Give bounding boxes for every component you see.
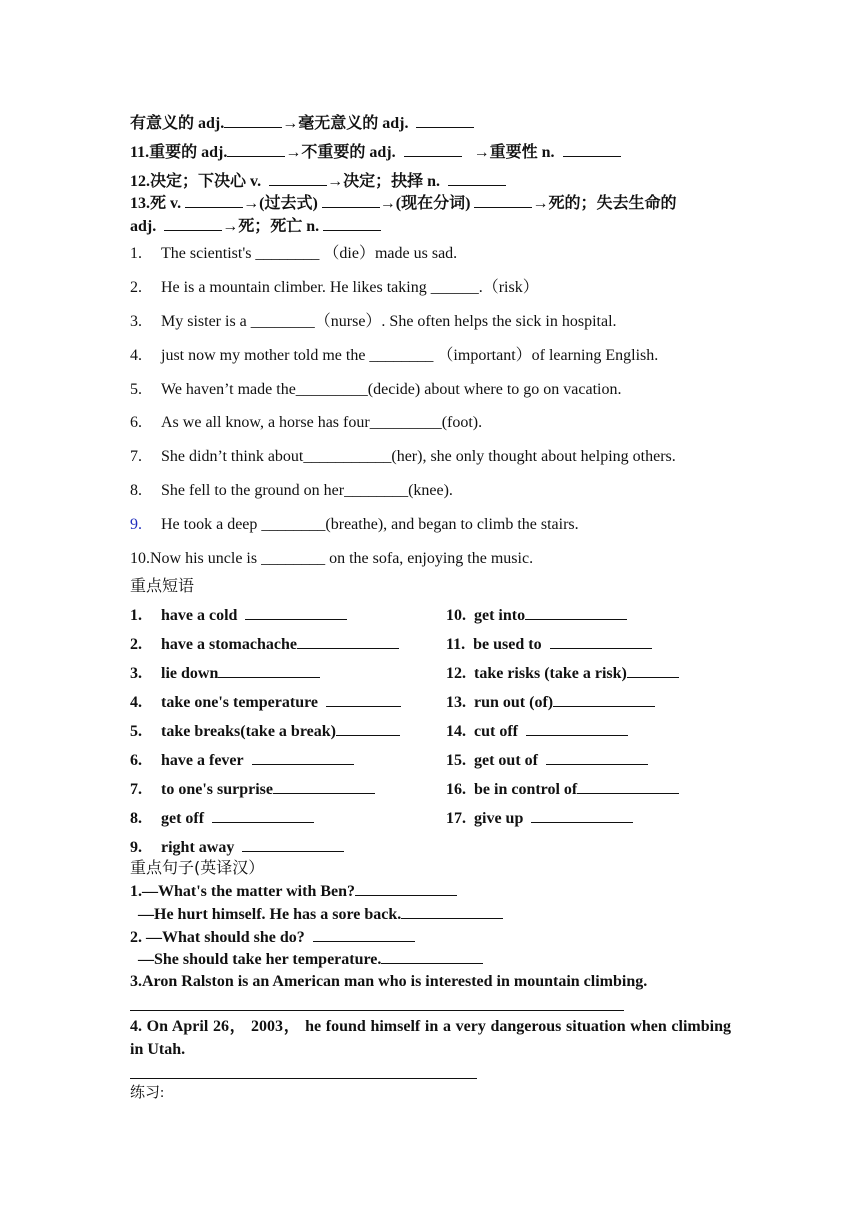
phrase-item [446, 721, 628, 742]
exercise-item [130, 346, 658, 366]
phrase-item [446, 779, 679, 800]
answer-blank [546, 750, 648, 765]
phrase-number: 10. [446, 607, 466, 624]
phrase-item [130, 779, 375, 800]
phrase-text: be used to [473, 636, 542, 653]
phrase-number: 6. [130, 752, 142, 769]
answer-blank [164, 216, 222, 231]
vocab-text: 13.死 v. [130, 195, 182, 212]
exercise-item [130, 549, 533, 569]
exercise-item [130, 515, 579, 535]
sentence-text: 1.—What's the matter with Ben? [130, 883, 356, 900]
phrase-text: have a cold [161, 607, 238, 624]
exercise-item [130, 380, 621, 400]
answer-blank [401, 904, 503, 919]
sentence-3 [130, 972, 647, 992]
vocab-text: →毫无意义的 adj. [282, 115, 409, 132]
answer-blank [322, 193, 380, 208]
exercise-text: As we all know, a horse has four_________(foot). [161, 414, 483, 431]
exercise-item [130, 481, 453, 501]
answer-blank [526, 721, 628, 736]
answer-line [130, 994, 624, 1011]
exercise-text: She didn’t think about___________(her), she only thought about helping others. [161, 448, 676, 465]
practice-label: 练习: [130, 1085, 165, 1101]
answer-blank [336, 721, 400, 736]
vocab-line-3 [130, 171, 506, 192]
exercise-number: 4. [130, 347, 142, 364]
vocab-text: →重要性 n. [473, 144, 555, 161]
phrase-text: give up [474, 810, 524, 827]
phrase-text: get out of [474, 752, 538, 769]
vocab-line-1 [130, 113, 474, 134]
phrase-number: 5. [130, 723, 142, 740]
answer-blank [212, 808, 314, 823]
exercise-number: 7. [130, 448, 142, 465]
sentences-heading: 重点句子(英译汉） [130, 858, 265, 877]
vocab-text: 11.重要的 adj. [130, 144, 228, 161]
answer-blank [525, 605, 627, 620]
phrase-item [130, 692, 401, 713]
phrase-number: 4. [130, 694, 142, 711]
phrase-item [446, 808, 633, 829]
answer-blank [297, 634, 399, 649]
answer-blank [448, 171, 506, 186]
phrase-item [446, 605, 627, 626]
answer-blank [313, 927, 415, 942]
phrase-text: to one's surprise [161, 781, 273, 798]
answer-blank [531, 808, 633, 823]
answer-blank [245, 605, 347, 620]
phrase-number: 2. [130, 636, 142, 653]
phrase-number: 8. [130, 810, 142, 827]
phrase-number: 15. [446, 752, 466, 769]
exercise-text: She fell to the ground on her________(knee). [161, 482, 453, 499]
exercise-item [130, 413, 482, 433]
exercise-item [130, 278, 539, 298]
phrase-item [446, 692, 655, 713]
exercise-item [130, 447, 676, 467]
exercise-item [130, 244, 457, 264]
phrase-text: lie down [161, 665, 219, 682]
exercise-text: He is a mountain climber. He likes taking ______.（risk） [161, 279, 539, 296]
vocab-line-5 [130, 216, 381, 237]
exercise-number: 9. [130, 516, 142, 533]
sentence-2a [130, 927, 415, 948]
exercise-number: 6. [130, 414, 142, 431]
vocab-text: →不重要的 adj. [285, 144, 396, 161]
answer-blank [577, 779, 679, 794]
answer-blank [563, 142, 621, 157]
phrase-item [130, 605, 347, 626]
exercise-number: 2. [130, 279, 142, 296]
vocab-text: →决定；抉择 n. [327, 173, 441, 190]
sentence-4: 4. On April 26， 2003， he found himself in a very dangerous situation when climbing in Utah. [130, 1018, 731, 1058]
phrase-text: run out (of) [474, 694, 554, 711]
vocab-text: adj. [130, 218, 157, 235]
exercise-number: 3. [130, 313, 142, 330]
phrase-item [130, 837, 344, 858]
vocab-text: →死的；失去生命的 [532, 195, 677, 212]
phrase-text: right away [161, 839, 235, 856]
vocab-text: 12.决定；下决心 v. [130, 173, 262, 190]
phrase-item [130, 808, 314, 829]
vocab-line-2 [130, 142, 621, 163]
vocab-text: 有意义的 adj. [130, 115, 225, 132]
answer-blank [252, 750, 354, 765]
phrase-number: 7. [130, 781, 142, 798]
phrase-item [130, 634, 399, 655]
sentence-text: 3.Aron Ralston is an American man who is interested in mountain climbing. [130, 973, 648, 990]
phrase-item [130, 721, 400, 742]
sentence-2b [138, 949, 483, 970]
answer-blank [224, 113, 282, 128]
exercise-text: just now my mother told me the ________ （important）of learning English. [161, 347, 659, 364]
phrase-item [446, 663, 679, 684]
phrase-number: 9. [130, 839, 142, 856]
answer-blank [185, 193, 243, 208]
exercise-text: My sister is a ________（nurse）. She often helps the sick in hospital. [161, 313, 617, 330]
exercise-text: He took a deep ________(breathe), and began to climb the stairs. [161, 516, 579, 533]
phrase-item [130, 750, 354, 771]
phrase-text: take one's temperature [161, 694, 318, 711]
answer-line [130, 1062, 477, 1079]
phrase-text: get into [474, 607, 526, 624]
phrase-text: take breaks(take a break) [161, 723, 336, 740]
answer-blank [242, 837, 344, 852]
phrase-text: have a fever [161, 752, 244, 769]
sentence-text: 2. —What should she do? [130, 929, 305, 946]
phrase-text: take risks (take a risk) [474, 665, 627, 682]
sentence-text: —He hurt himself. He has a sore back. [138, 906, 402, 923]
exercise-number: 1. [130, 245, 142, 262]
answer-blank [404, 142, 462, 157]
phrase-text: have a stomachache [161, 636, 297, 653]
exercise-item [130, 312, 617, 332]
phrase-item [446, 750, 648, 771]
vocab-text: →死；死亡 n. [222, 218, 320, 235]
phrase-text: be in control of [474, 781, 578, 798]
phrase-number: 1. [130, 607, 142, 624]
answer-blank [550, 634, 652, 649]
sentence-1a [130, 881, 457, 902]
vocab-text: →(过去式) [243, 195, 318, 212]
answer-blank [627, 663, 679, 678]
phrase-number: 12. [446, 665, 466, 682]
sentence-1b [138, 904, 503, 925]
phrase-number: 14. [446, 723, 466, 740]
answer-blank [326, 692, 401, 707]
answer-blank [218, 663, 320, 678]
answer-blank [474, 193, 532, 208]
vocab-text: →(现在分词) [379, 195, 471, 212]
phrases-heading: 重点短语 [130, 576, 195, 595]
exercise-text: The scientist's ________ （die）made us sad. [161, 245, 458, 262]
exercise-text: 10.Now his uncle is ________ on the sofa, enjoying the music. [130, 550, 534, 567]
answer-blank [355, 881, 457, 896]
vocab-line-4 [130, 193, 676, 214]
exercise-number: 5. [130, 381, 142, 398]
phrase-item [130, 663, 320, 684]
sentence-text: —She should take her temperature. [138, 951, 382, 968]
exercise-number: 8. [130, 482, 142, 499]
phrase-number: 3. [130, 665, 142, 682]
phrase-text: get off [161, 810, 205, 827]
answer-blank [416, 113, 474, 128]
answer-blank [381, 949, 483, 964]
phrase-text: cut off [474, 723, 518, 740]
phrase-number: 13. [446, 694, 466, 711]
answer-blank [323, 216, 381, 231]
phrase-item [446, 634, 652, 655]
answer-blank [273, 779, 375, 794]
phrase-number: 11. [446, 636, 466, 653]
phrase-number: 16. [446, 781, 466, 798]
answer-blank [227, 142, 285, 157]
answer-blank [553, 692, 655, 707]
phrase-number: 17. [446, 810, 466, 827]
exercise-text: We haven’t made the_________(decide) about where to go on vacation. [161, 381, 622, 398]
answer-blank [269, 171, 327, 186]
